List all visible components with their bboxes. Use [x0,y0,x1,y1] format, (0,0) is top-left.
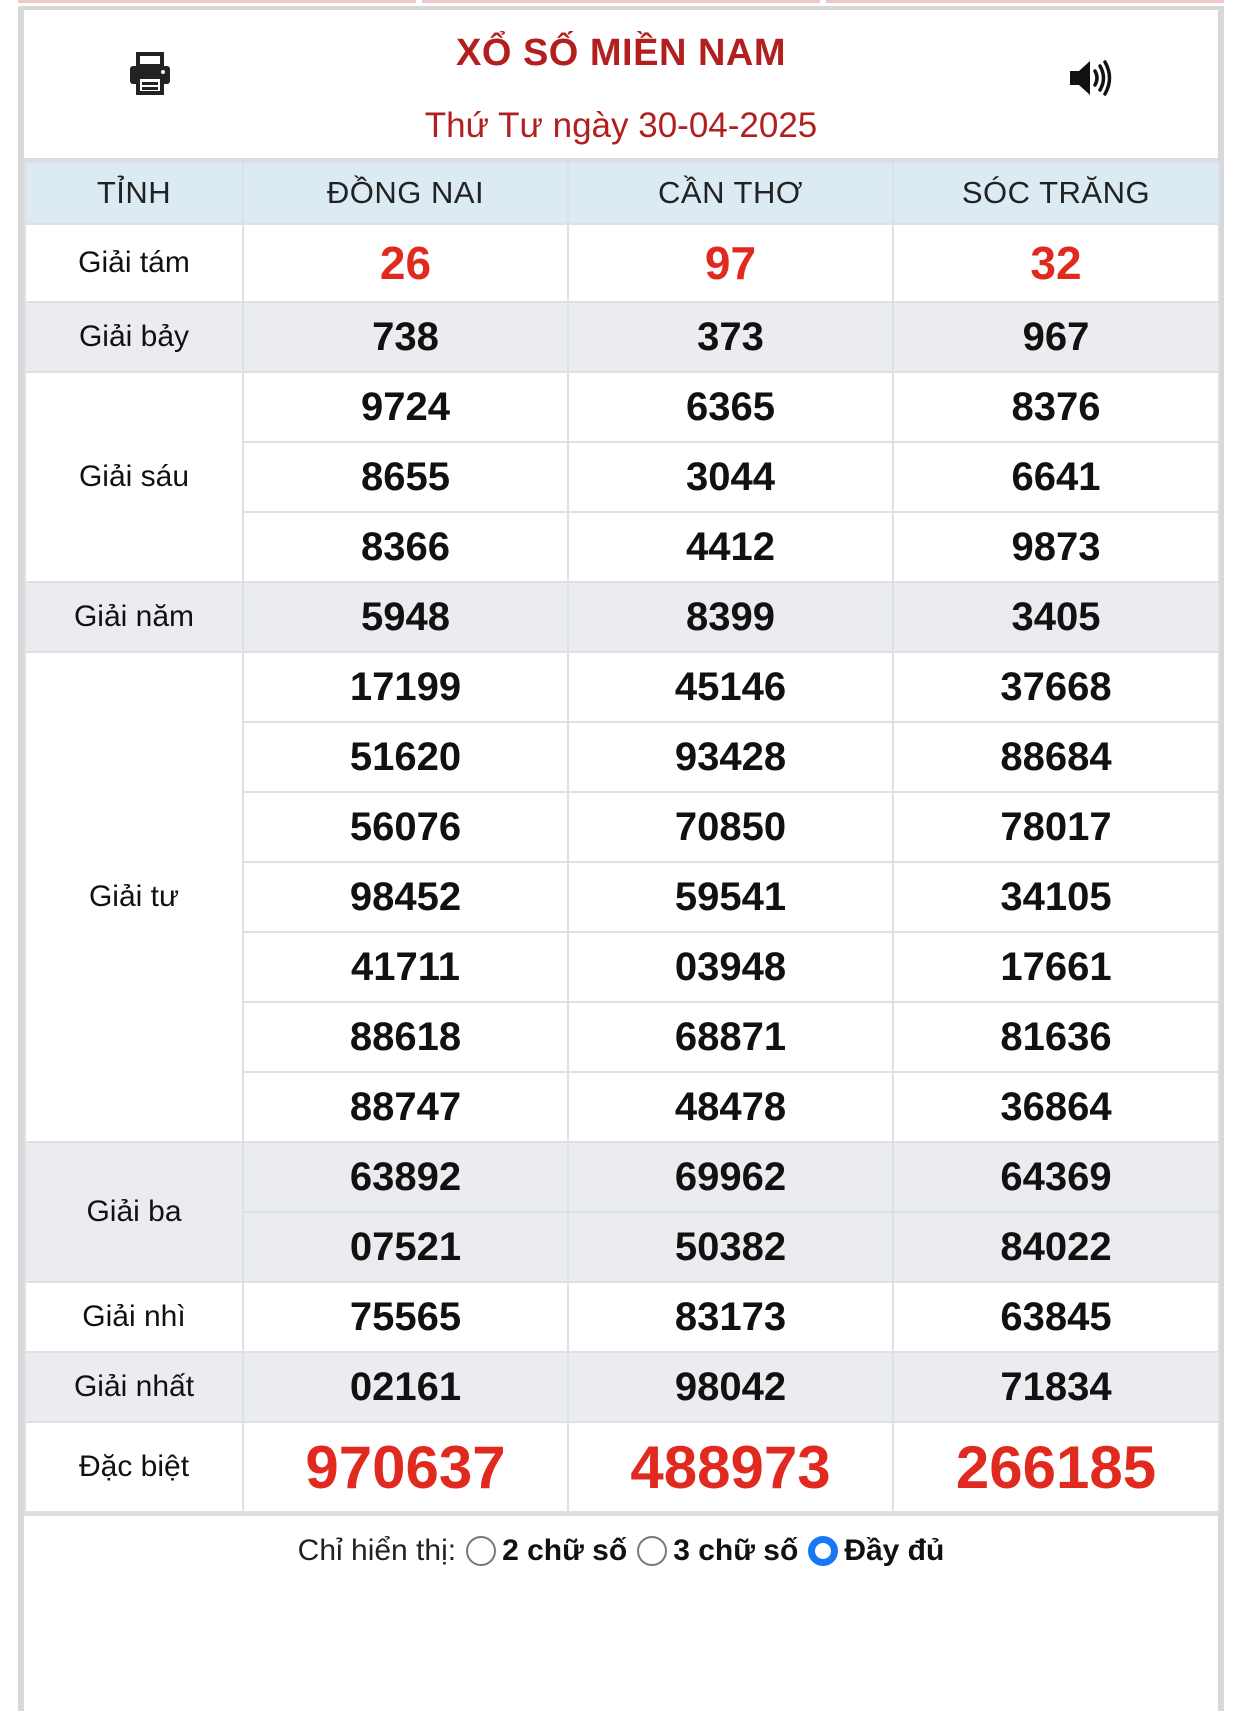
prize-number: 36864 [893,1072,1219,1142]
prize-number: 8376 [893,372,1219,442]
prize-number: 81636 [893,1002,1219,1072]
prize-number: 17661 [893,932,1219,1002]
prize-number: 8655 [243,442,568,512]
option-full[interactable] [802,1534,944,1568]
prize-label: Đặc biệt [25,1422,243,1512]
prize-number: 71834 [893,1352,1219,1422]
prize-number: 56076 [243,792,568,862]
radio-2-digits[interactable] [466,1536,496,1566]
prize-number: 41711 [243,932,568,1002]
prize-number: 02161 [243,1352,568,1422]
prize-number: 64369 [893,1142,1219,1212]
prize-number: 84022 [893,1212,1219,1282]
prize-number: 98452 [243,862,568,932]
prize-number: 3405 [893,582,1219,652]
prize-number: 6365 [568,372,893,442]
prize-number: 68871 [568,1002,893,1072]
prize-number: 34105 [893,862,1219,932]
prize-number: 88747 [243,1072,568,1142]
radio-full[interactable] [808,1536,838,1566]
prize-number: 8366 [243,512,568,582]
prize-number: 373 [568,302,893,372]
prize-number: 6641 [893,442,1219,512]
prize-number: 59541 [568,862,893,932]
draw-date: Thứ Tư ngày 30-04-2025 [424,106,818,145]
prize-number: 83173 [568,1282,893,1352]
prize-number: 03948 [568,932,893,1002]
prize-number: 69962 [568,1142,893,1212]
jackpot-number: 488973 [568,1422,893,1512]
prize-label: Giải ba [25,1142,243,1282]
prize-row-tam [25,224,1219,302]
prize-number: 63845 [893,1282,1219,1352]
prize-row-dac-biet [25,1422,1219,1512]
prize-number: 48478 [568,1072,893,1142]
province-header: ĐỒNG NAI [243,162,568,224]
prize-number: 8399 [568,582,893,652]
prize-number: 93428 [568,722,893,792]
option-label: Đầy đủ [844,1534,945,1567]
prize-label: Giải sáu [25,372,243,582]
page-title: XỔ SỐ MIỀN NAM [455,32,787,74]
prize-number: 9873 [893,512,1219,582]
prize-number: 45146 [568,652,893,722]
prize-number: 75565 [243,1282,568,1352]
prize-number: 50382 [568,1212,893,1282]
prize-label: Giải bảy [25,302,243,372]
jackpot-number: 970637 [243,1422,568,1512]
radio-3-digits[interactable] [637,1536,667,1566]
prize-number: 88618 [243,1002,568,1072]
prize-number: 9724 [243,372,568,442]
prize-number: 4412 [568,512,893,582]
jackpot-number: 266185 [893,1422,1219,1512]
speaker-icon[interactable] [1068,58,1112,98]
prize-number: 738 [243,302,568,372]
prize-number: 88684 [893,722,1219,792]
prize-label: Giải năm [25,582,243,652]
prize-label: Giải tư [25,652,243,1142]
top-tab-strip [18,0,1224,3]
prize-number: 32 [893,224,1219,302]
results-panel [18,6,1224,1711]
prize-row-ba [25,1142,1219,1212]
province-column-label: TỈNH [25,162,243,224]
prize-number: 51620 [243,722,568,792]
prize-number: 26 [243,224,568,302]
prize-label: Giải nhì [25,1282,243,1352]
prize-row-tu [25,652,1219,722]
prize-number: 98042 [568,1352,893,1422]
prize-number: 97 [568,224,893,302]
prize-row-nhat [25,1352,1219,1422]
option-2-digits[interactable] [460,1534,627,1568]
display-options-label: Chỉ hiển thị: [297,1534,457,1567]
province-header-row [25,162,1219,224]
prize-number: 5948 [243,582,568,652]
prize-number: 3044 [568,442,893,512]
province-header: CẦN THƠ [568,162,893,224]
option-3-digits[interactable] [631,1534,798,1568]
display-options [24,1513,1218,1586]
option-label: 3 chữ số [673,1534,799,1567]
prize-number: 07521 [243,1212,568,1282]
province-header: SÓC TRĂNG [893,162,1219,224]
prize-number: 78017 [893,792,1219,862]
prize-label: Giải nhất [25,1352,243,1422]
prize-number: 17199 [243,652,568,722]
prize-row-bay [25,302,1219,372]
prize-number: 37668 [893,652,1219,722]
prize-row-sau [25,372,1219,442]
prize-row-nam [25,582,1219,652]
results-table [24,161,1220,1513]
prize-number: 63892 [243,1142,568,1212]
results-header [24,10,1218,161]
prize-number: 70850 [568,792,893,862]
prize-label: Giải tám [25,224,243,302]
option-label: 2 chữ số [502,1534,628,1567]
prize-row-nhi [25,1282,1219,1352]
prize-number: 967 [893,302,1219,372]
